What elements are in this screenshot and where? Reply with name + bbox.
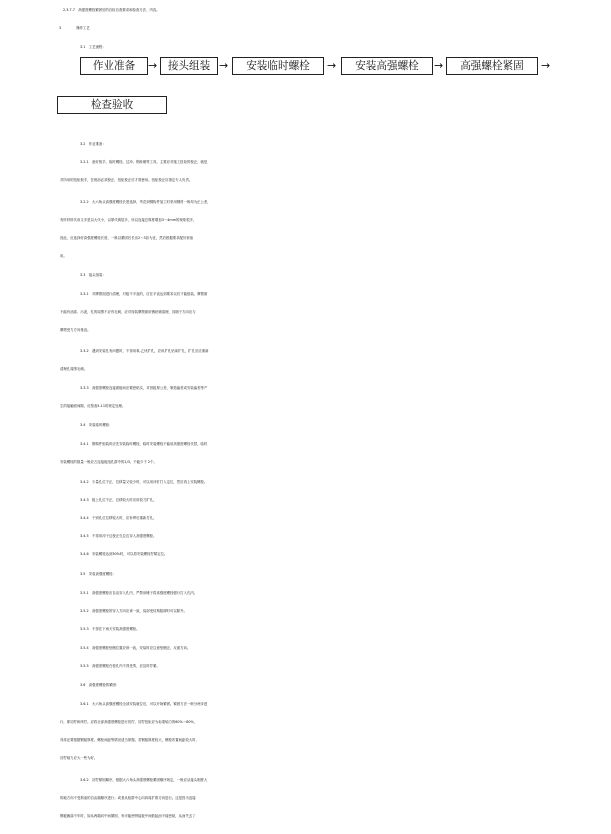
flow-arrow-3: → (327, 59, 337, 72)
para-332-line-1: 3.3.2 遇到安装孔有问题时，不得用氧-乙炔扩孔，应用扩孔钻床扩孔，扩孔后应重新 (80, 349, 209, 353)
para-345: 3.4.5 不得用冲子边校正孔位边穿入高强度螺栓。 (80, 534, 157, 538)
para-362-line-1: 3.6.2 初拧紧固顺序，根据大六角头高强度螺栓紧固顺序规定，一般应从接头刚度大 (80, 778, 208, 782)
subsection-3-5: 3.5 安装高强度螺栓： (80, 572, 116, 576)
subsection-3-2: 3.2 作业准备： (80, 142, 106, 146)
para-331-line-1: 3.3.1 对摩擦面进行清理，对板不平直的，应在平直达到要求以后才能组装。摩擦面 (80, 292, 208, 296)
para-353: 3.5.3 不得在下雨天安装高强度螺栓。 (80, 627, 140, 631)
para-322-line-3: 因此，应选择好高强度螺栓长度，一般以紧固后长出2～3扣为宜，然后根据要求配好套备 (60, 236, 194, 240)
para-361-line-4: 初拧轴力应大一些为好。 (60, 756, 98, 760)
subsection-3-6: 3.6 高强度螺栓的紧固： (80, 683, 120, 687)
para-341-line-1: 3.4.1 钢构件组装时应先安装临时螺栓，临时安装螺栓不能用高强度螺栓代替，临时 (80, 442, 208, 446)
para-361-line-1: 3.6.1 大六角头高强度螺栓全部安装就位后，可以开始紧固。紧固方法一般分两步进 (80, 702, 208, 706)
flow-step-6: 检查验收 (57, 96, 167, 114)
para-321-line-2: 对所用的扭矩扳手，在班前必须校正，扭矩校正后才准使用。扭矩校正应指定专人负责。 (60, 178, 193, 182)
subsection-3-4: 3.4 安装临时螺栓： (80, 423, 113, 427)
para-343: 3.4.3 板上孔位不正，位移较大时应用铰刀扩孔。 (80, 498, 157, 502)
para-361-line-2: 行，即初拧和终拧。应将全部高强度螺栓进行初拧，初拧扭矩应为标准轴力的60%～80%， (60, 720, 198, 724)
para-361-line-3: 具体还要根据钢板厚度、螺栓间距等情况适当掌握。若钢板厚度较大，螺栓布置间距较大时， (60, 738, 200, 742)
para-352: 3.5.2 高强度螺栓的穿入方向应该一致，局部受结构阻碍时可以除外。 (80, 609, 187, 613)
flow-arrow-5: → (541, 59, 551, 72)
para-322-line-4: 用。 (60, 254, 67, 258)
flow-arrow-4: → (434, 59, 444, 72)
section-3-heading (0, 20, 611, 36)
flow-step-5: 高强螺栓紧固 (446, 57, 538, 75)
header-item-2377: 2.3.7.7 高强度螺栓紧固后的自检自查要求和检查方法、内容。 (63, 8, 160, 12)
para-344: 3.4.4 个别孔位位移较大时，应补焊后重新打孔。 (80, 516, 157, 520)
para-322-line-2: 有时材料代用又多是以大代小，以厚代薄居多，所以连接总厚度增加3～4mm的现象很多， (60, 218, 197, 222)
subsection-3-3: 3.3 接头组装： (80, 273, 106, 277)
para-331-line-2: 不能有油漆、污泥，孔的周围不应有毛刺，应对待装摩擦面用钢丝刷清理，其刷子方向应与 (60, 310, 196, 314)
flow-arrow-1: → (148, 59, 158, 72)
section-3-title: 操作工艺 (76, 26, 90, 30)
para-351: 3.5.1 高强度螺栓应自由穿入孔内，严禁用锤子将高强度螺栓强行打入孔内。 (80, 591, 198, 595)
para-346: 3.4.6 安装螺栓达到30%时，可以将安装螺栓拧紧定位。 (80, 552, 168, 556)
para-333-line-1: 3.3.3 高强度螺栓连接面板间应紧密贴实，对因板厚公差、制造偏差或安装偏差等产 (80, 386, 208, 390)
para-333-line-2: 生的接触面间隙，应按表5-11的规定处理。 (60, 404, 126, 408)
para-341-line-2: 安装螺栓的数量一般应占连接板组孔群中的1/3，不能少于 2个。 (60, 460, 157, 464)
para-362-line-2: 的地方向不受拘束的自由端顺序进行；或者从栓群中心向四周扩散方向进行。这是因为连接 (60, 796, 196, 800)
flow-arrow-2: → (219, 59, 229, 72)
flow-step-2: 接头组装 (160, 57, 218, 75)
para-342: 3.4.2 少量孔位不正，位移量又较少时，可以用冲钉打入定位，然后再上安装螺栓。 (80, 480, 208, 484)
para-362-line-3: 钢板翘曲不牢时，如从两端向中间紧固，有可能使拼接板中间鼓起而不能密贴，从而失去了 (60, 814, 196, 818)
para-354: 3.5.4 高强度螺栓垫圈位置应该一致，安装时应注意垫圈正、反面方向。 (80, 646, 191, 650)
flow-step-4: 安装高强螺栓 (341, 57, 433, 75)
flow-step-3: 安装临时螺栓 (232, 57, 324, 75)
subsection-3-1: 3.1 工艺流程： (80, 45, 106, 49)
para-332-line-2: 清理孔周围毛刺。 (60, 367, 88, 371)
section-3-number: 3 (59, 26, 62, 30)
flow-step-1: 作业准备 (80, 57, 148, 75)
para-322-line-1: 3.2.2 大六角头高强度螺栓长度选择，考虑到钢构件加工时采用钢材一般均为正公差， (80, 200, 211, 204)
para-355: 3.5.5 高强度螺栓在栓孔内不得受剪，应及时拧紧。 (80, 664, 160, 668)
para-321-line-1: 3.2.1 备好扳手、临时螺栓、过冲、钢丝刷等工具，主要应对施工扭矩的校正，就是 (80, 160, 208, 164)
para-331-line-3: 摩擦受力方向垂直。 (60, 328, 91, 332)
